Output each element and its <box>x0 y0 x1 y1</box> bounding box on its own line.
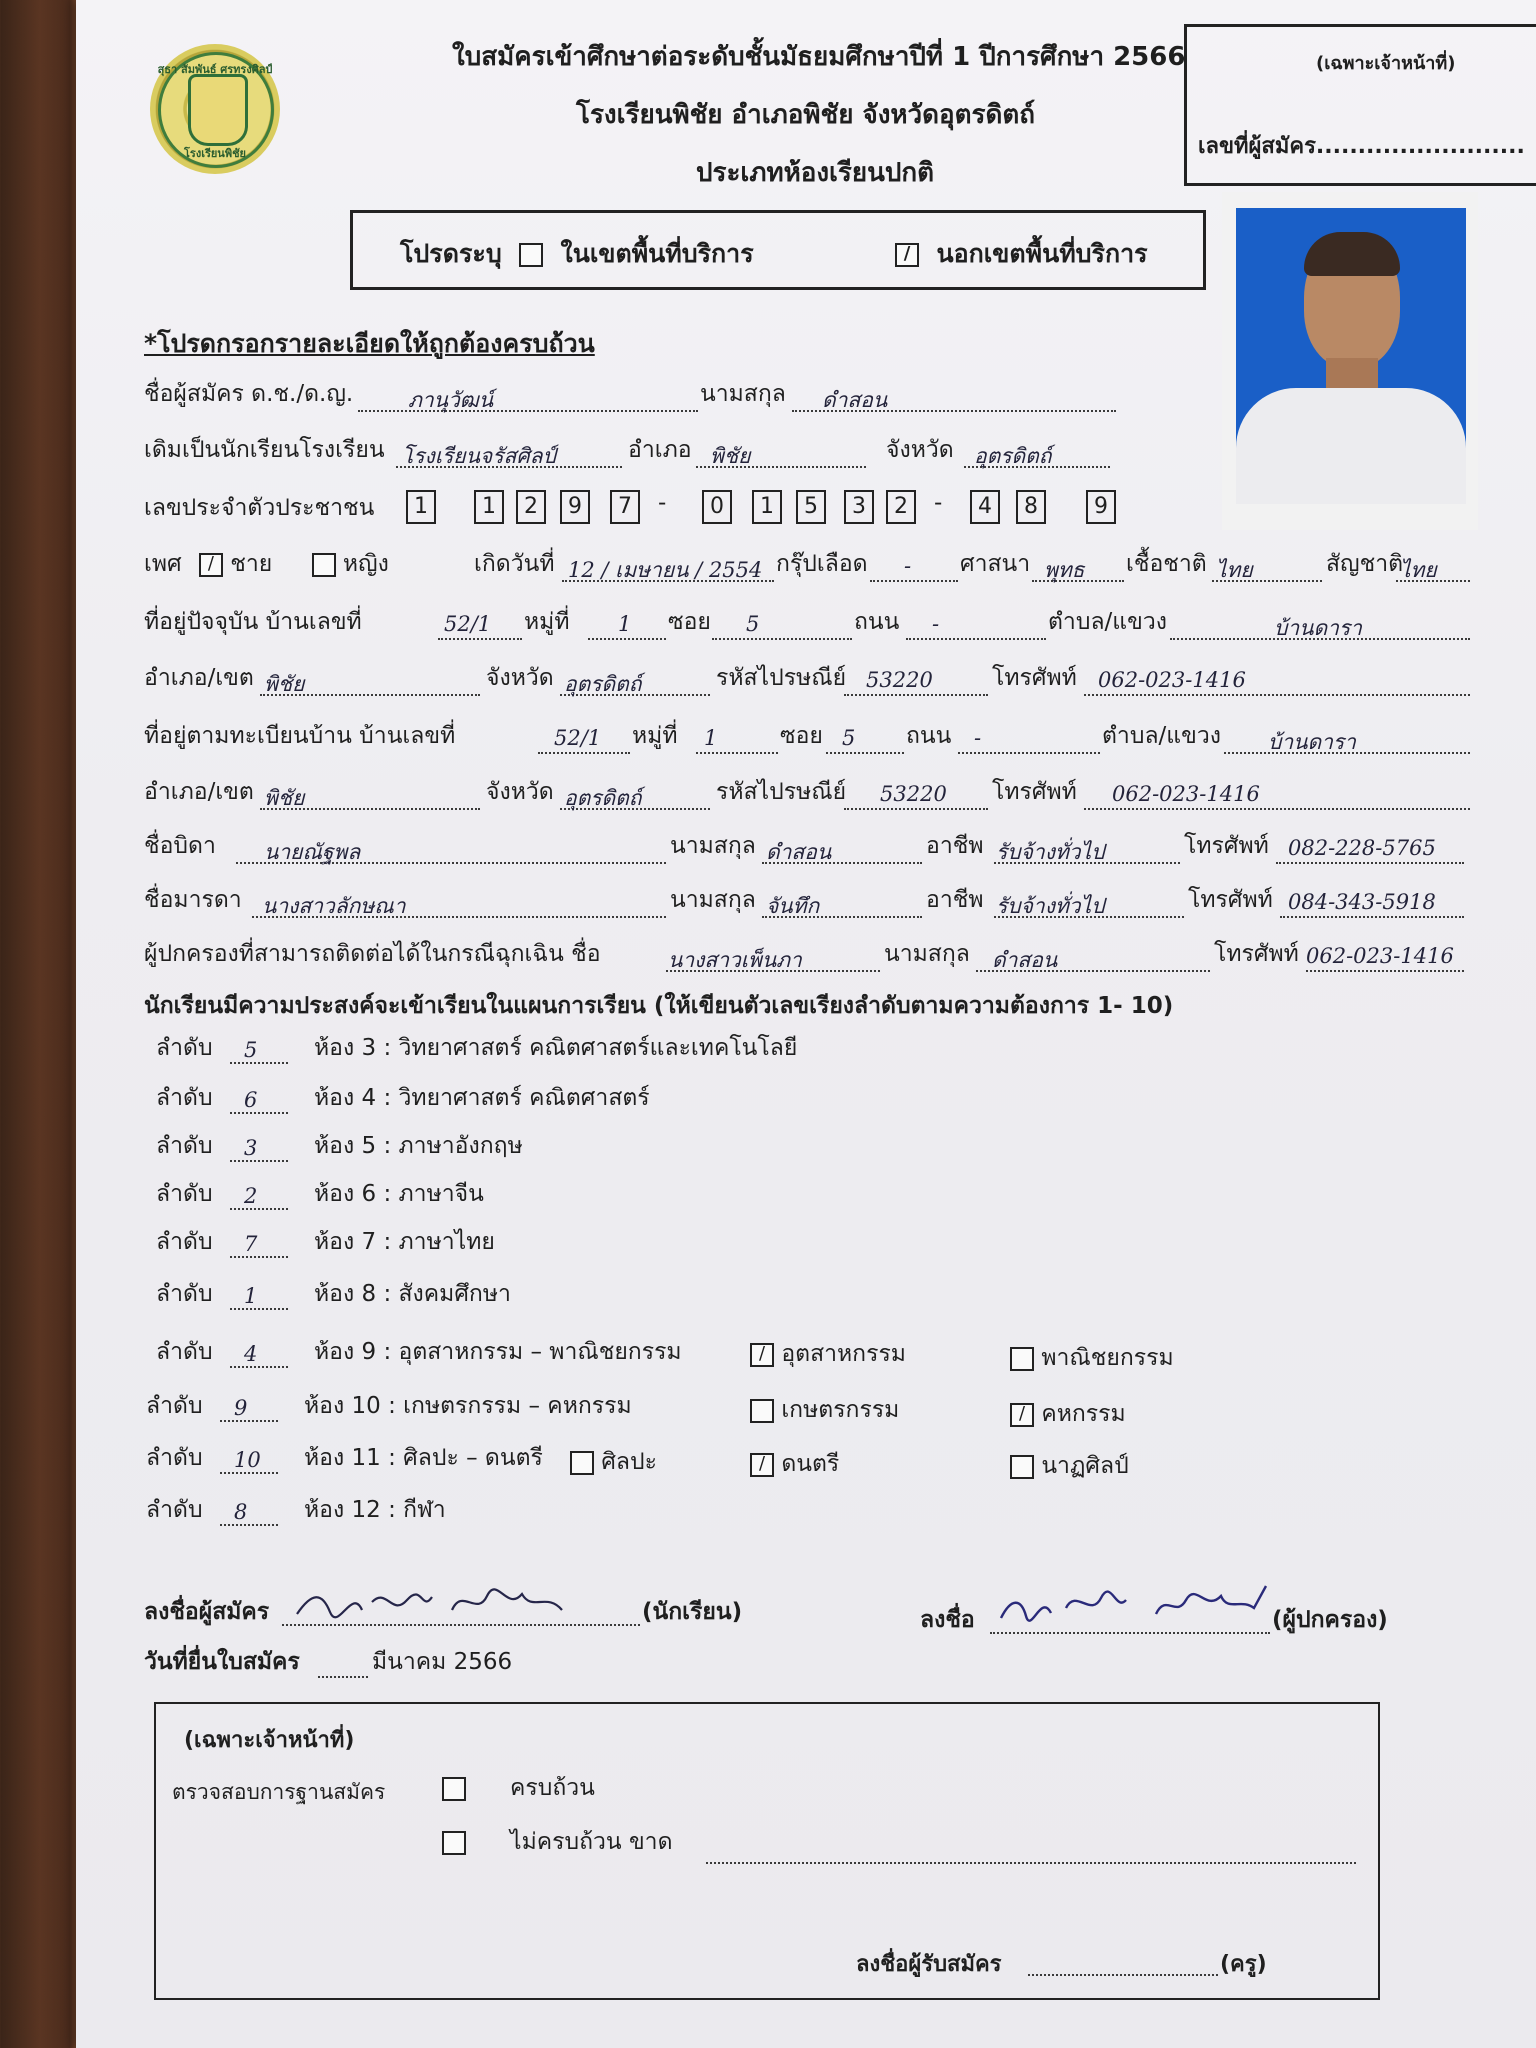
office-only-label: (เฉพาะเจ้าหน้าที่) <box>1316 53 1456 74</box>
pref-room-label: ห้อง 12 : กีฬา <box>304 1497 446 1523</box>
father-surname-value: ดำสอน <box>766 840 832 864</box>
art-option <box>570 1444 657 1480</box>
birth-date-field[interactable]: 12 / เมษายน / 2554 <box>562 554 774 582</box>
id-digit-box[interactable]: 0 <box>702 490 732 524</box>
blood-label: กรุ๊ปเลือด <box>776 551 868 577</box>
father-label: ชื่อบิดา <box>144 833 216 859</box>
pref-room-label: ห้อง 5 : ภาษาอังกฤษ <box>314 1133 523 1159</box>
cur-road-value: - <box>932 612 940 636</box>
male-label: ชาย <box>230 551 273 577</box>
race-field[interactable] <box>1212 554 1322 582</box>
reg-postcode-label: รหัสไปรษณีย์ <box>716 779 847 805</box>
guardian-label: ผู้ปกครองที่สามารถติดต่อได้ในกรณีฉุกเฉิน ชื่อ <box>144 941 601 967</box>
complete-checkbox[interactable] <box>442 1777 466 1801</box>
pref-rank-field[interactable] <box>230 1136 288 1162</box>
id-digit-box[interactable]: 8 <box>1016 490 1046 524</box>
female-checkbox[interactable] <box>312 553 336 577</box>
cur-province-label: จังหวัด <box>486 665 554 691</box>
pref-room-label: ห้อง 11 : ศิลปะ – ดนตรี <box>304 1445 543 1471</box>
pref-rank-value: 4 <box>244 1342 258 1366</box>
prev-school-label: เดิมเป็นนักเรียนโรงเรียน <box>144 437 385 463</box>
reg-house-value: 52/1 <box>554 726 602 750</box>
commerce-label: พาณิชยกรรม <box>1041 1345 1174 1371</box>
reg-addr-label: ที่อยู่ตามทะเบียนบ้าน บ้านเลขที่ <box>144 723 456 749</box>
surname-field[interactable] <box>792 384 1116 412</box>
id-digit-box[interactable]: 1 <box>752 490 782 524</box>
id-separator: - <box>658 490 667 516</box>
applicant-role: (นักเรียน) <box>642 1599 743 1625</box>
pref-rank-field[interactable] <box>220 1396 278 1422</box>
pref-rank-value: 10 <box>234 1448 261 1472</box>
logo-bottom-text: โรงเรียนพิชัย <box>184 147 246 160</box>
photo-background <box>1236 208 1466 504</box>
pref-rank-field[interactable] <box>220 1448 278 1474</box>
reg-moo-field[interactable] <box>696 726 778 754</box>
reg-tambon-label: ตำบล/แขวง <box>1102 723 1221 749</box>
pref-rank-field[interactable] <box>230 1232 288 1258</box>
pref-rank-field[interactable] <box>230 1184 288 1210</box>
reg-amphoe-field[interactable] <box>260 782 480 810</box>
home-econ-option <box>1010 1396 1126 1432</box>
incomplete-checkbox[interactable] <box>442 1831 466 1855</box>
sex-label: เพศ <box>144 551 182 577</box>
reg-postcode-field[interactable] <box>844 782 988 810</box>
in-area-checkbox[interactable] <box>519 243 543 267</box>
guardian-surname-value: ดำสอน <box>992 948 1058 972</box>
pref-rank-label: ลำดับ <box>156 1281 213 1307</box>
mother-label: ชื่อมารดา <box>144 887 242 913</box>
religion-field[interactable] <box>1032 554 1124 582</box>
school-logo <box>150 44 280 174</box>
mother-surname-label: นามสกุล <box>670 887 756 913</box>
reg-postcode-value: 53220 <box>880 782 947 806</box>
reg-tambon-value: บ้านดารา <box>1268 730 1356 754</box>
home-econ-label: คหกรรม <box>1041 1401 1126 1427</box>
photo-hair <box>1304 232 1400 276</box>
cur-postcode-field[interactable] <box>844 668 988 696</box>
surname-label: นามสกุล <box>700 381 786 407</box>
art-label: ศิลปะ <box>601 1449 657 1475</box>
reg-province-value: อุตรดิตถ์ <box>564 786 642 810</box>
pref-rank-label: ลำดับ <box>146 1445 203 1471</box>
reg-moo-label: หมู่ที่ <box>632 723 678 749</box>
guardian-phone-field[interactable] <box>1306 944 1464 972</box>
form-title-line3: ประเภทห้องเรียนปกติ <box>696 158 935 188</box>
mother-occupation-field[interactable] <box>994 890 1184 918</box>
guardian-signature-field[interactable] <box>990 1604 1270 1634</box>
reg-moo-value: 1 <box>704 726 718 750</box>
province-field[interactable] <box>964 440 1110 468</box>
nationality-field[interactable] <box>1396 554 1470 582</box>
reg-road-label: ถนน <box>906 723 952 749</box>
birth-label: เกิดวันที่ <box>474 551 555 577</box>
pref-rank-label: ลำดับ <box>156 1133 213 1159</box>
district-field[interactable] <box>696 440 866 468</box>
mother-occupation-value: รับจ้างทั่วไป <box>996 894 1105 918</box>
dance-option <box>1010 1448 1129 1484</box>
reg-amphoe-value: พิชัย <box>264 786 305 810</box>
district-value: พิชัย <box>710 444 751 468</box>
receiver-label: ลงชื่อผู้รับสมัคร <box>856 1952 1002 1977</box>
reg-soi-value: 5 <box>842 726 856 750</box>
reg-soi-label: ซอย <box>780 723 823 749</box>
blood-value: - <box>904 554 912 578</box>
father-occupation-label: อาชีพ <box>926 833 984 859</box>
pref-rank-value: 5 <box>244 1038 258 1062</box>
birth-month-value: เมษายน <box>615 558 689 582</box>
pref-room-label: ห้อง 9 : อุตสาหกรรม – พาณิชยกรรม <box>314 1339 682 1365</box>
reg-amphoe-label: อำเภอ/เขต <box>144 779 254 805</box>
reg-house-field[interactable] <box>538 726 630 754</box>
cur-province-value: อุตรดิตถ์ <box>564 672 642 696</box>
cur-tambon-field[interactable] <box>1170 612 1470 640</box>
female-label: หญิง <box>342 551 389 577</box>
complete-label: ครบถ้วน <box>510 1775 595 1801</box>
guardian-signature-label: ลงชื่อ <box>920 1607 975 1633</box>
mother-name-field[interactable] <box>252 890 666 918</box>
out-area-label: นอกเขตพื้นที่บริการ <box>936 239 1148 268</box>
cur-road-field[interactable] <box>906 612 1046 640</box>
agriculture-label: เกษตรกรรม <box>781 1397 900 1423</box>
pref-room-label: ห้อง 4 : วิทยาศาสตร์ คณิตศาสตร์ <box>314 1085 650 1111</box>
mother-surname-field[interactable] <box>762 890 922 918</box>
id-digit-box[interactable]: 4 <box>970 490 1000 524</box>
father-surname-field[interactable] <box>762 836 922 864</box>
guardian-surname-field[interactable] <box>976 944 1210 972</box>
commerce-checkbox[interactable] <box>1010 1347 1034 1371</box>
reg-phone-value: 062-023-1416 <box>1112 782 1260 806</box>
pref-rank-value: 2 <box>244 1184 258 1208</box>
pref-rank-label: ลำดับ <box>146 1393 203 1419</box>
cur-house-field[interactable] <box>438 612 522 640</box>
pref-rank-value: 9 <box>234 1396 248 1420</box>
area-label: โปรดระบุ <box>400 239 502 268</box>
cur-moo-value: 1 <box>618 612 632 636</box>
first-name-field[interactable] <box>358 384 698 412</box>
pref-room-label: ห้อง 8 : สังคมศึกษา <box>314 1281 511 1307</box>
religion-value: พุทธ <box>1044 558 1085 582</box>
id-digit-box[interactable]: 5 <box>796 490 826 524</box>
guardian-surname-label: นามสกุล <box>884 941 970 967</box>
father-surname-label: นามสกุล <box>670 833 756 859</box>
name-label: ชื่อผู้สมัคร ด.ช./ด.ญ. <box>144 381 354 407</box>
province-label: จังหวัด <box>886 437 954 463</box>
pref-rank-value: 7 <box>244 1232 258 1256</box>
receiver-role: (ครู) <box>1220 1952 1267 1977</box>
pref-rank-value: 3 <box>244 1136 258 1160</box>
id-digit-box[interactable]: 2 <box>886 490 916 524</box>
birth-year-value: 2554 <box>708 558 763 582</box>
in-area-label: ในเขตพื้นที่บริการ <box>560 239 754 268</box>
form-title-line1: ใบสมัครเข้าศึกษาต่อระดับชั้นมัธยมศึกษาปีที่ 1 ปีการศึกษา 2566 <box>452 42 1186 72</box>
industry-option <box>750 1336 906 1372</box>
area-selection-row <box>400 234 1148 274</box>
home-econ-checkbox[interactable]: / <box>1010 1403 1034 1427</box>
submission-date-label: วันที่ยื่นใบสมัคร <box>144 1649 300 1675</box>
guardian-name-value: นางสาวเพ็นภา <box>668 948 802 972</box>
cur-moo-label: หมู่ที่ <box>524 609 570 635</box>
mother-occupation-label: อาชีพ <box>926 887 984 913</box>
pref-rank-field[interactable] <box>220 1500 278 1526</box>
father-phone-value: 082-228-5765 <box>1288 836 1436 860</box>
commerce-option <box>1010 1340 1174 1376</box>
mother-phone-label: โทรศัพท์ <box>1188 887 1273 913</box>
reg-province-field[interactable] <box>560 782 710 810</box>
cur-soi-value: 5 <box>746 612 760 636</box>
id-digit-box[interactable]: 2 <box>516 490 546 524</box>
male-checkbox[interactable]: / <box>199 553 223 577</box>
cur-tambon-label: ตำบล/แขวง <box>1048 609 1167 635</box>
father-occupation-field[interactable] <box>994 836 1180 864</box>
office-title: (เฉพาะเจ้าหน้าที่) <box>184 1728 355 1753</box>
pref-rank-label: ลำดับ <box>156 1339 213 1365</box>
office-incomplete-option <box>442 1824 673 1860</box>
industry-checkbox[interactable]: / <box>750 1343 774 1367</box>
music-checkbox[interactable]: / <box>750 1453 774 1477</box>
music-option <box>750 1446 839 1482</box>
music-label: ดนตรี <box>781 1451 840 1477</box>
first-name-value: ภานุวัฒน์ <box>408 388 494 412</box>
cur-house-value: 52/1 <box>444 612 492 636</box>
applicant-signature-field[interactable] <box>282 1596 640 1626</box>
pref-rank-label: ลำดับ <box>156 1035 213 1061</box>
father-name-value: นายณัฐพล <box>264 840 361 864</box>
pref-room-label: ห้อง 10 : เกษตรกรรม – คหกรรม <box>304 1393 632 1419</box>
cur-amphoe-label: อำเภอ/เขต <box>144 665 254 691</box>
pref-rank-field[interactable] <box>230 1342 288 1368</box>
cur-phone-field[interactable] <box>1084 668 1470 696</box>
nationality-value: ไทย <box>1400 558 1437 582</box>
pref-rank-field[interactable] <box>230 1284 288 1310</box>
reg-province-label: จังหวัด <box>486 779 554 805</box>
agriculture-checkbox[interactable] <box>750 1399 774 1423</box>
incomplete-label: ไม่ครบถ้วน ขาด <box>510 1829 673 1855</box>
agriculture-option <box>750 1392 899 1428</box>
reg-tambon-field[interactable] <box>1224 726 1470 754</box>
reg-phone-field[interactable] <box>1084 782 1470 810</box>
father-phone-field[interactable] <box>1276 836 1464 864</box>
submission-date-value: มีนาคม 2566 <box>372 1649 513 1675</box>
mother-phone-value: 084-343-5918 <box>1288 890 1436 914</box>
submission-day-field[interactable] <box>318 1650 368 1678</box>
province-value: อุตรดิตถ์ <box>974 444 1052 468</box>
birth-day-value: 12 <box>568 558 595 582</box>
applicant-signature-mark <box>292 1582 612 1622</box>
guardian-name-field[interactable] <box>666 944 880 972</box>
cur-phone-label: โทรศัพท์ <box>992 665 1077 691</box>
dance-checkbox[interactable] <box>1010 1455 1034 1479</box>
pref-rank-label: ลำดับ <box>146 1497 203 1523</box>
cur-moo-field[interactable] <box>588 612 666 640</box>
father-phone-label: โทรศัพท์ <box>1184 833 1269 859</box>
pref-room-label: ห้อง 3 : วิทยาศาสตร์ คณิตศาสตร์และเทคโนโลยี <box>314 1035 798 1061</box>
religion-label: ศาสนา <box>960 551 1031 577</box>
surname-value: ดำสอน <box>822 388 888 412</box>
logo-top-text: สุธา สัมพันธ์ ศรทรงศิลป์ <box>157 63 273 76</box>
reg-road-field[interactable] <box>958 726 1100 754</box>
cur-addr-label: ที่อยู่ปัจจุบัน บ้านเลขที่ <box>144 609 362 635</box>
applicant-number-field[interactable]: เลขที่ผู้สมัคร......................... <box>1198 134 1525 159</box>
id-digit-box[interactable]: 1 <box>406 490 436 524</box>
cur-soi-field[interactable] <box>712 612 852 640</box>
guardian-phone-value: 062-023-1416 <box>1306 944 1454 968</box>
race-label: เชื้อชาติ <box>1126 551 1207 577</box>
sex-row <box>144 546 389 582</box>
pref-rank-label: ลำดับ <box>156 1085 213 1111</box>
district-label: อำเภอ <box>628 437 692 463</box>
father-occupation-value: รับจ้างทั่วไป <box>996 840 1105 864</box>
nationality-label: สัญชาติ <box>1326 551 1404 577</box>
reg-phone-label: โทรศัพท์ <box>992 779 1077 805</box>
blood-field[interactable] <box>870 554 958 582</box>
pref-room-label: ห้อง 7 : ภาษาไทย <box>314 1229 495 1255</box>
pref-rank-label: ลำดับ <box>156 1181 213 1207</box>
office-check-label: ตรวจสอบการฐานสมัคร <box>172 1780 386 1804</box>
receiver-signature-field[interactable] <box>1028 1952 1218 1976</box>
prev-school-value: โรงเรียนจรัสศิลป์ <box>402 444 556 468</box>
pref-rank-value: 1 <box>244 1284 258 1308</box>
guardian-role: (ผู้ปกครอง) <box>1272 1607 1388 1633</box>
cur-amphoe-field[interactable] <box>260 668 480 696</box>
guardian-phone-label: โทรศัพท์ <box>1214 941 1299 967</box>
father-name-field[interactable] <box>236 836 666 864</box>
race-value: ไทย <box>1216 558 1253 582</box>
cur-road-label: ถนน <box>854 609 900 635</box>
id-digit-box[interactable]: 7 <box>610 490 640 524</box>
pref-rank-field[interactable] <box>230 1038 288 1064</box>
mother-name-value: นางสาวลักษณา <box>262 894 406 918</box>
id-digit-box[interactable]: 9 <box>560 490 590 524</box>
office-complete-option <box>442 1770 595 1806</box>
cur-amphoe-value: พิชัย <box>264 672 305 696</box>
pref-rank-label: ลำดับ <box>156 1229 213 1255</box>
mother-phone-field[interactable] <box>1280 890 1464 918</box>
missing-items-field[interactable] <box>706 1838 1356 1864</box>
id-digit-box[interactable]: 9 <box>1086 490 1116 524</box>
applicant-signature-label: ลงชื่อผู้สมัคร <box>144 1599 270 1625</box>
out-area-checkbox[interactable]: / <box>895 243 919 267</box>
pref-rank-value: 8 <box>234 1500 248 1524</box>
cur-postcode-value: 53220 <box>866 668 933 692</box>
logo-emblem <box>188 74 248 146</box>
prev-school-field[interactable] <box>396 440 622 468</box>
applicant-photo <box>1222 192 1478 530</box>
id-separator: - <box>934 490 943 516</box>
photo-shirt <box>1236 388 1466 504</box>
application-form-paper <box>76 0 1536 2048</box>
pref-room-label: ห้อง 6 : ภาษาจีน <box>314 1181 484 1207</box>
pref-rank-value: 6 <box>244 1088 258 1112</box>
cur-phone-value: 062-023-1416 <box>1098 668 1246 692</box>
cur-province-field[interactable] <box>560 668 710 696</box>
instruction-text: *โปรดกรอกรายละเอียดให้ถูกต้องครบถ้วน <box>144 329 595 358</box>
dance-label: นาฏศิลป์ <box>1041 1453 1129 1479</box>
pref-rank-field[interactable] <box>230 1088 288 1114</box>
guardian-signature-mark <box>996 1578 1296 1628</box>
cur-postcode-label: รหัสไปรษณีย์ <box>716 665 847 691</box>
id-digit-box[interactable]: 3 <box>844 490 874 524</box>
reg-soi-field[interactable] <box>826 726 904 754</box>
art-checkbox[interactable] <box>570 1451 594 1475</box>
id-digit-box[interactable]: 1 <box>474 490 504 524</box>
industry-label: อุตสาหกรรม <box>781 1341 906 1367</box>
cur-soi-label: ซอย <box>668 609 711 635</box>
cur-tambon-value: บ้านดารา <box>1274 616 1362 640</box>
reg-road-value: - <box>974 726 982 750</box>
mother-surname-value: จันทึก <box>766 894 820 918</box>
form-title-line2: โรงเรียนพิชัย อำเภอพิชัย จังหวัดอุตรดิตถ์ <box>576 100 1036 130</box>
preferences-heading: นักเรียนมีความประสงค์จะเข้าเรียนในแผนการเรียน (ให้เขียนตัวเลขเรียงลำดับตามความต้องการ 1- 10) <box>144 993 1174 1019</box>
id-label: เลขประจำตัวประชาชน <box>144 495 375 521</box>
